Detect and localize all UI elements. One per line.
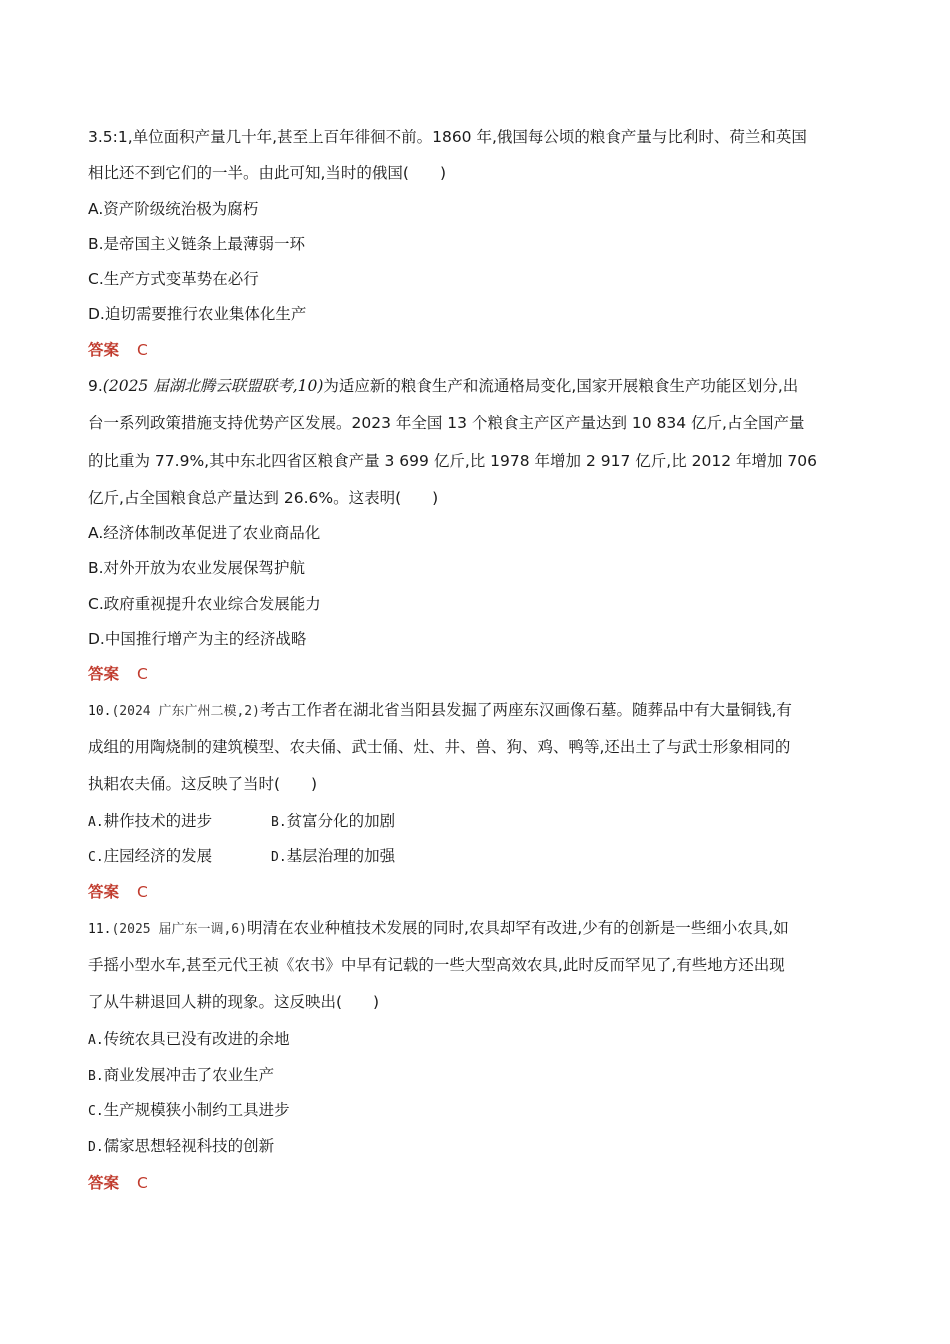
q8-stem-line-1: 3.5:1,单位面积产量几十年,甚至上百年徘徊不前。1860 年,俄国每公顷的粮食产量与比利时、荷兰和英国	[88, 128, 807, 146]
q11-stem-line-3: 了从牛耕退回人耕的现象。这反映出( )	[88, 993, 380, 1011]
q11-stem-text: 明清在农业种植技术发展的同时,农具却罕有改进,少有的创新是一些细小农具,如	[246, 919, 789, 937]
q9-number: 9.	[88, 377, 103, 395]
q9-option-a: A.经济体制改革促进了农业商品化	[88, 524, 321, 542]
q8-option-d: D.迫切需要推行农业集体化生产	[88, 305, 307, 323]
q11-option-c: C.生产规模狭小制约工具进步	[88, 1101, 290, 1119]
q8-stem-line-2: 相比还不到它们的一半。由此可知,当时的俄国( )	[88, 164, 447, 182]
q10-option-a: A.耕作技术的进步	[88, 812, 213, 830]
q10-option-c: C.庄园经济的发展	[88, 847, 213, 865]
q11-source: (2025 届广东一调,6)	[111, 922, 247, 937]
answer-label: 答案	[88, 1174, 120, 1192]
q9-option-c: C.政府重视提升农业综合发展能力	[88, 595, 321, 613]
q9-source: (2025 届湖北腾云联盟联考,10)	[102, 377, 324, 395]
q9-option-d: D.中国推行增产为主的经济战略	[88, 630, 307, 648]
answer-label: 答案	[88, 665, 120, 683]
q9-stem-line-3: 的比重为 77.9%,其中东北四省区粮食产量 3 699 亿斤,比 1978 年增加 2 917 亿斤,比 2012 年增加 706	[88, 452, 818, 470]
q11-answer	[88, 1172, 868, 1194]
q10-options-row-1	[88, 810, 868, 834]
q11-stem-line-2: 手摇小型水车,甚至元代王祯《农书》中早有记载的一些大型高效农具,此时反而罕见了,有些地方还出现	[88, 956, 785, 974]
q10-number: 10.	[88, 704, 112, 719]
q9-stem-line-1	[88, 375, 868, 397]
answer-letter: C	[137, 1174, 148, 1192]
q8-option-b: B.是帝国主义链条上最薄弱一环	[88, 235, 306, 253]
q10-stem-line-1	[88, 699, 868, 723]
answer-letter: C	[137, 665, 148, 683]
q11-option-a: A.传统农具已没有改进的余地	[88, 1030, 290, 1048]
q9-answer	[88, 663, 868, 685]
q11-option-d: D.儒家思想轻视科技的创新	[88, 1137, 275, 1155]
q8-option-a: A.资产阶级统治极为腐朽	[88, 200, 259, 218]
q8-option-c: C.生产方式变革势在必行	[88, 270, 259, 288]
q9-option-b: B.对外开放为农业发展保驾护航	[88, 559, 306, 577]
q10-source: (2024 广东广州二模,2)	[111, 704, 260, 719]
answer-letter: C	[137, 341, 148, 359]
q10-option-b: B.贫富分化的加剧	[271, 812, 396, 830]
q10-stem-line-2: 成组的用陶烧制的建筑模型、农夫俑、武士俑、灶、井、兽、狗、鸡、鸭等,还出土了与武士形象相同的	[88, 738, 791, 756]
answer-label: 答案	[88, 341, 120, 359]
q11-stem-line-1	[88, 917, 868, 941]
q10-stem-line-3: 执耜农夫俑。这反映了当时( )	[88, 775, 318, 793]
answer-letter: C	[137, 883, 148, 901]
q10-stem-text: 考古工作者在湖北省当阳县发掘了两座东汉画像石墓。随葬品中有大量铜钱,有	[259, 701, 792, 719]
q11-option-b: B.商业发展冲击了农业生产	[88, 1066, 275, 1084]
q10-answer	[88, 881, 868, 903]
q10-options-row-2	[88, 845, 868, 869]
q8-answer	[88, 339, 868, 361]
q9-stem-text: 为适应新的粮食生产和流通格局变化,国家开展粮食生产功能区划分,出	[323, 377, 799, 395]
q9-stem-line-4: 亿斤,占全国粮食总产量达到 26.6%。这表明( )	[88, 489, 439, 507]
q9-stem-line-2: 台一系列政策措施支持优势产区发展。2023 年全国 13 个粮食主产区产量达到 10 834 亿斤,占全国产量	[88, 414, 805, 432]
answer-label: 答案	[88, 883, 120, 901]
q11-number: 11.	[88, 922, 112, 937]
q10-option-d: D.基层治理的加强	[271, 847, 396, 865]
